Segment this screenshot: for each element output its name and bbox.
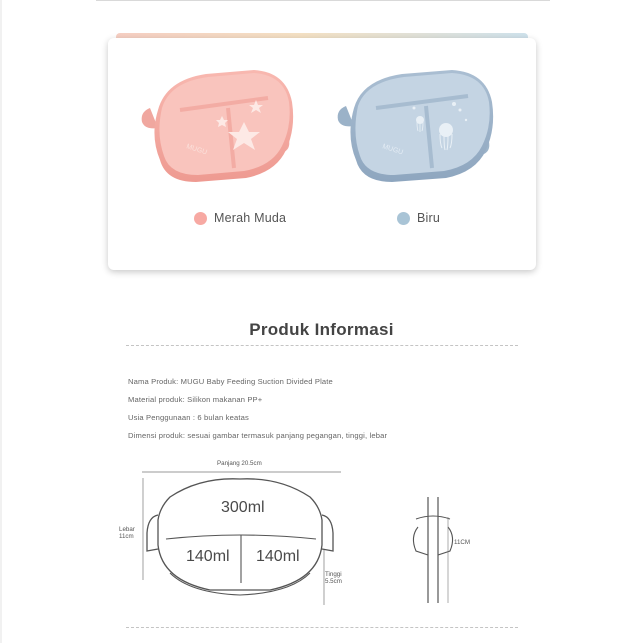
plate-brand-text: MUGU — [381, 143, 404, 157]
dashed-divider — [126, 345, 518, 346]
blue-swatch-dot — [397, 212, 410, 225]
info-dimensions: Dimensi produk: sesuai gambar termasuk panjang pegangan, tinggi, lebar — [128, 431, 388, 440]
capacity-main: 300ml — [221, 499, 265, 516]
width-label — [119, 526, 135, 540]
height-label — [325, 571, 342, 585]
color-label-pink: Merah Muda — [214, 211, 287, 225]
top-divider — [96, 0, 550, 1]
info-title: Produk Informasi — [249, 320, 394, 339]
width-label-value: 11cm — [119, 533, 134, 540]
plate-brand-text: MUGU — [185, 143, 208, 157]
blue-plate-image[interactable] — [334, 50, 514, 200]
dashed-divider-bottom — [126, 627, 518, 628]
color-option-pink[interactable] — [194, 211, 286, 225]
length-label: Panjang 20.5cm — [217, 460, 262, 467]
side-height-label: 11CM — [454, 539, 471, 546]
height-label-title: Tinggi — [325, 571, 342, 578]
capacity-left: 140ml — [186, 548, 230, 565]
dimension-diagram — [110, 455, 490, 625]
pink-plate-image[interactable] — [136, 50, 316, 200]
width-label-title: Lebar — [119, 526, 135, 533]
color-option-blue[interactable] — [397, 211, 440, 225]
height-label-value: 5.5cm — [325, 578, 342, 585]
info-product-name: Nama Produk: MUGU Baby Feeding Suction Divided Plate — [128, 377, 333, 386]
color-variant-card — [108, 38, 536, 270]
info-material: Material produk: Silikon makanan PP+ — [128, 395, 263, 404]
color-label-blue: Biru — [417, 211, 441, 225]
capacity-right: 140ml — [256, 548, 300, 565]
info-age: Usia Penggunaan : 6 bulan keatas — [128, 413, 249, 422]
pink-swatch-dot — [194, 212, 207, 225]
